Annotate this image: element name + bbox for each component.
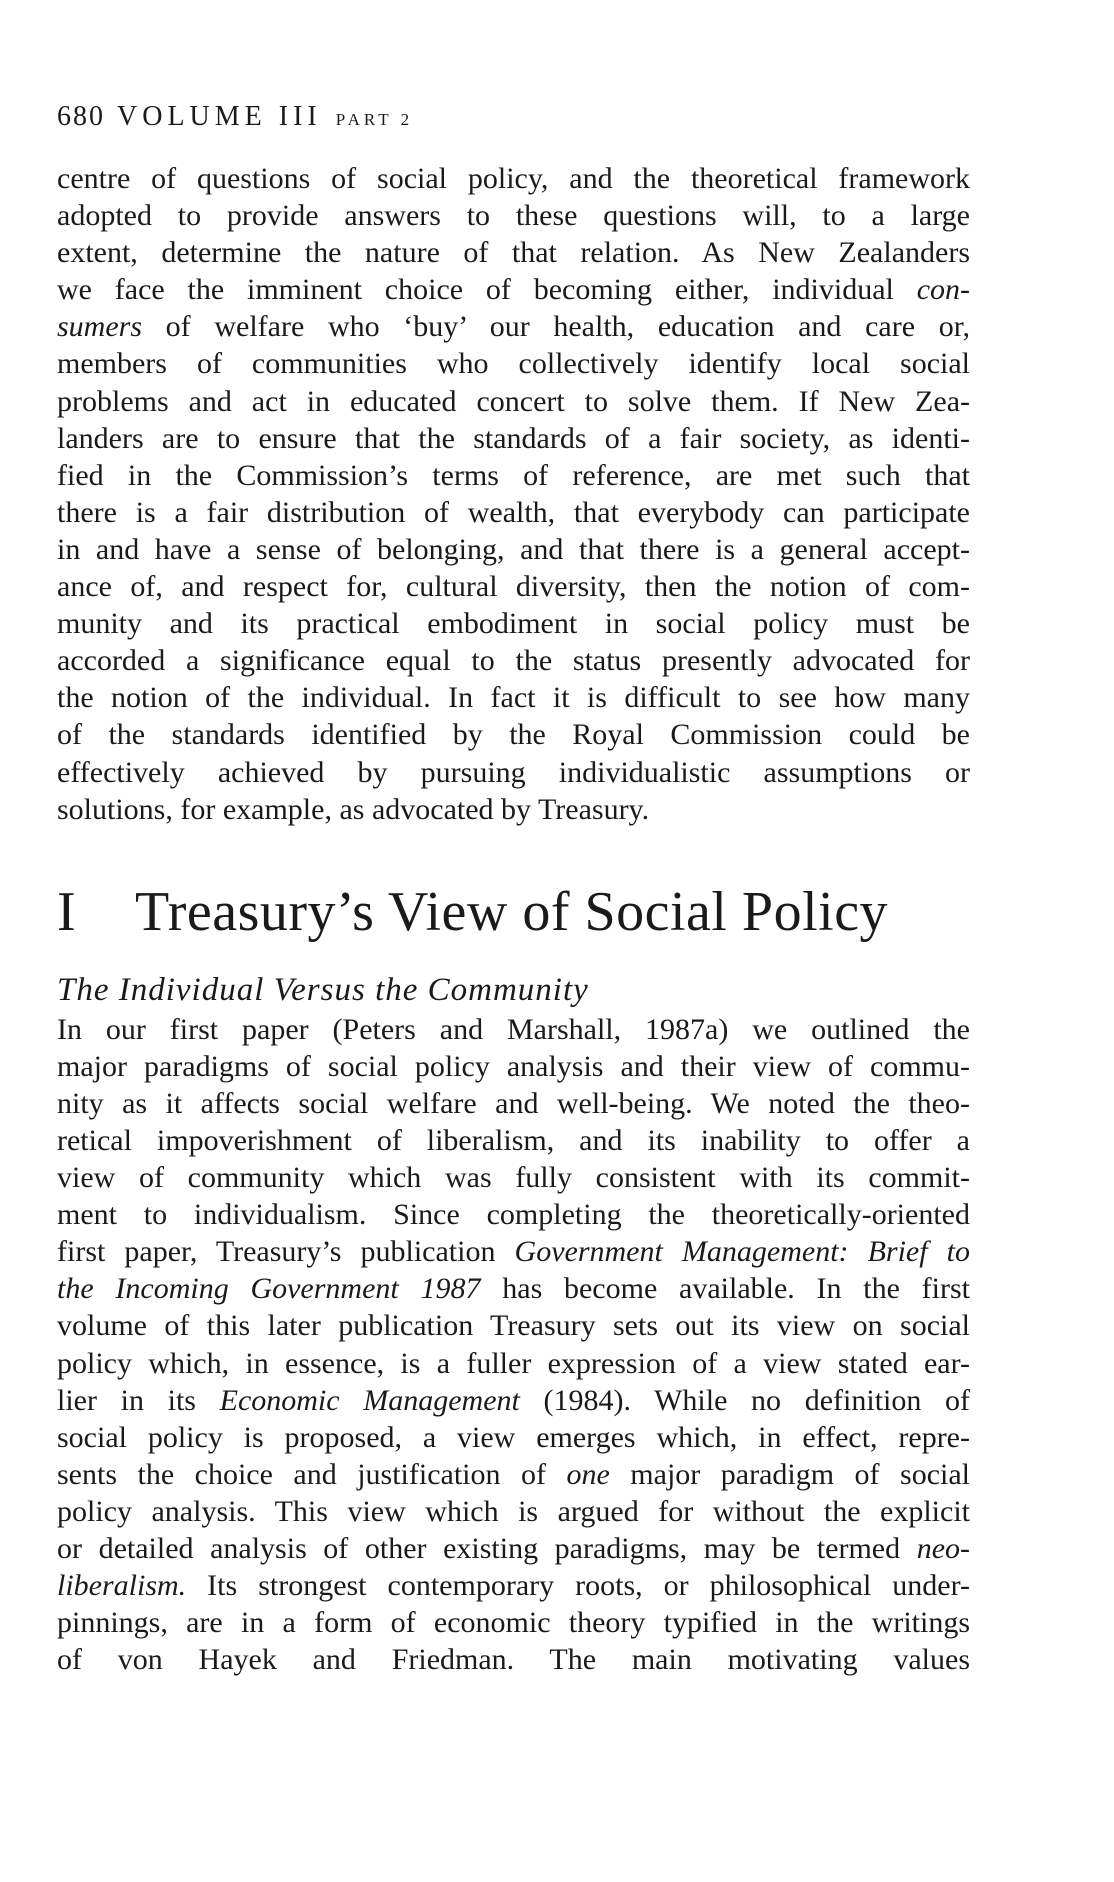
text-line: lier in its Economic Management (1984). While no definition of: [57, 1383, 970, 1417]
text-line: ment to individualism. Since completing the theoretically-oriented: [57, 1198, 970, 1232]
page-number: 680: [57, 101, 105, 132]
text-line: sumers of welfare who ‘buy’ our health, education and care or,: [57, 310, 970, 344]
section-number: I: [57, 880, 77, 943]
text-line: the notion of the individual. In fact it is difficult to see how many: [57, 681, 970, 715]
text-line: extent, determine the nature of that relation. As New Zealanders: [57, 236, 970, 270]
text-line: or detailed analysis of other existing paradigms, may be termed neo-: [57, 1532, 970, 1565]
book-page: [57, 96, 970, 1678]
text-line: ance of, and respect for, cultural diversity, then the notion of com-: [57, 570, 970, 604]
text-line: policy which, in essence, is a fuller expression of a view stated ear-: [57, 1346, 970, 1380]
text-line: munity and its practical embodiment in social policy must be: [57, 607, 970, 641]
volume-label: VOLUME III: [117, 101, 322, 132]
paragraph-1: [57, 160, 970, 828]
running-head: [57, 96, 970, 138]
text-line: members of communities who collectively identify local social: [57, 347, 970, 381]
text-line: major paradigms of social policy analysis and their view of commu-: [57, 1049, 970, 1083]
text-line: adopted to provide answers to these questions will, to a large: [57, 199, 970, 233]
text-line: accorded a significance equal to the status presently advocated for: [57, 644, 970, 678]
text-line: problems and act in educated concert to solve them. If New Zea-: [57, 384, 970, 418]
text-line: fied in the Commission’s terms of reference, are met such that: [57, 458, 970, 492]
text-line: social policy is proposed, a view emerges which, in effect, repre-: [57, 1420, 970, 1454]
text-line: view of community which was fully consistent with its commit-: [57, 1161, 970, 1195]
text-line: there is a fair distribution of wealth, that everybody can participate: [57, 495, 970, 529]
section-title: Treasury’s View of Social Policy: [135, 880, 889, 943]
paragraph-2: [57, 1011, 970, 1679]
text-line: the Incoming Government 1987 has become available. In the first: [57, 1272, 970, 1306]
text-line: retical impoverishment of liberalism, and its inability to offer a: [57, 1123, 970, 1157]
text-line: centre of questions of social policy, and the theoretical framework: [57, 162, 970, 195]
text-line: solutions, for example, as advocated by Treasury.: [57, 792, 650, 826]
text-line: In our first paper (Peters and Marshall, 1987a) we outlined the: [57, 1012, 970, 1046]
section-heading: [57, 877, 970, 947]
text-line: of the standards identified by the Royal Commission could be: [57, 718, 970, 752]
text-line: volume of this later publication Treasury sets out its view on social: [57, 1309, 970, 1343]
part-label: PART 2: [335, 110, 414, 129]
text-line: liberalism. Its strongest contemporary roots, or philosophical under-: [57, 1569, 970, 1603]
text-line: pinnings, are in a form of economic theory typified in the writings: [57, 1606, 970, 1640]
text-line: we face the imminent choice of becoming either, individual con-: [57, 273, 970, 307]
text-line: in and have a sense of belonging, and that there is a general accept-: [57, 532, 970, 566]
text-line: first paper, Treasury’s publication Government Management: Brief to: [57, 1235, 970, 1269]
text-line: landers are to ensure that the standards of a fair society, as identi-: [57, 421, 970, 455]
text-line: effectively achieved by pursuing individualistic assumptions or: [57, 755, 970, 789]
text-line: policy analysis. This view which is argued for without the explicit: [57, 1494, 970, 1528]
text-line: sents the choice and justification of one major paradigm of social: [57, 1457, 970, 1491]
text-line: of von Hayek and Friedman. The main motivating values: [57, 1643, 970, 1677]
text-line: nity as it affects social welfare and well-being. We noted the theo-: [57, 1086, 970, 1120]
subheading: The Individual Versus the Community: [57, 971, 589, 1008]
